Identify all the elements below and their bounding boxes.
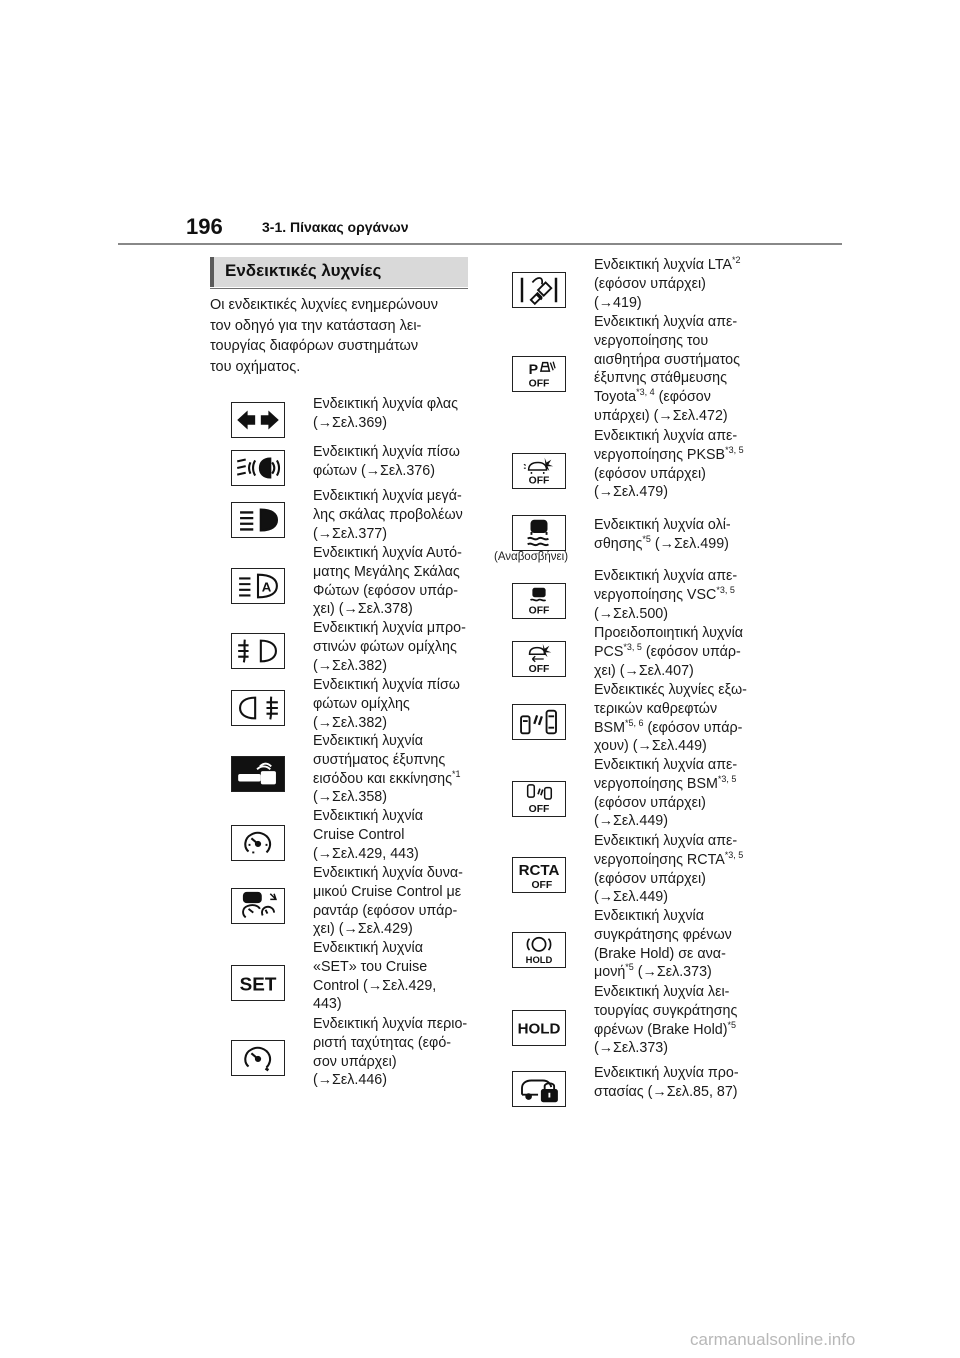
watermark: carmanualsonline.info [690,1330,856,1349]
desc-line: έξυπνης στάθμευσης [594,370,728,387]
rcta-text: RCTA [518,862,560,879]
brake-hold-operated-text: HOLD [517,1020,561,1038]
automatic-high-beam-icon [231,568,285,604]
desc-lta [594,256,741,312]
radar-cruise-control-icon [231,888,285,924]
desc-line: τερικών καθρεφτών [594,700,718,717]
desc-line: Ενδεικτική λυχνία δυνα- [313,865,463,881]
pcs-warning-icon [512,641,566,677]
desc-line-text: νεργοποίησης VSC [594,586,717,603]
desc-turn-signal [313,395,458,433]
desc-line [313,770,461,789]
header-divider [118,243,842,245]
desc-line: «SET» του Cruise [313,958,428,975]
desc-line-text: PCS [594,643,624,660]
desc-line [594,535,731,554]
bsm-off-icon [512,781,566,817]
desc-line: αισθητήρα συστήματος [594,351,740,368]
desc-line-text: νεργοποίησης PKSB [594,446,726,463]
desc-line: Ενδεικτική λυχνία φλας [313,396,459,412]
desc-line: φώτων (→Σελ.376) [313,462,435,479]
desc-line: Ενδεικτική λυχνία απε- [594,428,738,444]
desc-line: Ενδεικτική λυχνία περιο- [313,1016,468,1032]
desc-line-text: μονή [594,964,626,981]
desc-line: Ενδεικτική λυχνία πίσω [313,677,460,693]
rcta-off-icon [512,857,566,893]
desc-security [594,1064,739,1102]
desc-line [594,256,741,275]
desc-line: χει) (→Σελ.429) [313,921,413,938]
desc-line: Control (→Σελ.429, [313,977,437,994]
desc-line-text: νεργοποίησης BSM [594,775,718,792]
desc-line: (→Σελ.369) [313,414,388,431]
desc-smart-entry [313,732,461,807]
brake-hold-standby-text: HOLD [525,955,553,967]
parking-sensor-off-icon [512,356,566,392]
desc-speed-limiter [313,1015,467,1090]
desc-line [594,446,744,465]
desc-line: ραντάρ (εφόσον υπάρ- [313,902,458,919]
desc-tail-lights [313,443,460,481]
desc-line: Ενδεικτική λυχνία απε- [594,568,738,584]
desc-line [594,388,740,407]
desc-line: τουργίας συγκράτησης [594,1002,738,1019]
footnote-marker: *3, 5 [717,773,737,784]
desc-line-text: Ενδεικτική λυχνία LTA [594,257,733,273]
desc-line [594,643,743,662]
desc-line: (→Σελ.449) [594,813,669,830]
desc-cruise-control [313,807,423,863]
intro-line: του οχήματος. [210,358,301,375]
desc-line: (→Σελ.479) [594,484,669,501]
desc-line: (→419) [594,294,642,311]
desc-line [594,719,747,738]
desc-radar-cruise [313,864,463,939]
footnote-marker: *3, 5 [623,641,642,652]
vsc-off-icon [512,583,566,619]
desc-line: ματης Μεγάλης Σκάλας [313,563,460,580]
desc-pksb-off [594,427,744,502]
desc-line: μικού Cruise Control με [313,883,462,900]
footnote-marker: *3, 5 [716,584,735,595]
footnote-marker: *3, 5 [724,849,744,860]
desc-line: Ενδεικτική λυχνία [313,733,423,749]
desc-line-text: σθησης [594,535,643,552]
page-number: 196 [186,214,223,239]
desc-slip-indicator [594,516,731,554]
desc-line: Ενδεικτική λυχνία μπρο- [313,620,466,636]
rcta-off-text: OFF [531,880,553,892]
footnote-marker: *3, 4 [636,387,655,398]
rear-fog-light-icon [231,690,285,726]
desc-line: Προειδοποιητική λυχνία [594,625,744,641]
desc-line [594,586,737,605]
desc-line [594,775,737,794]
footnote-marker: *1 [452,768,461,779]
desc-line: σον υπάρχει) [313,1053,397,1070]
desc-line-tail: (→Σελ.373) [637,964,712,981]
bsm-off-text: OFF [528,804,550,816]
desc-line-tail: (εφόσον [654,389,711,406]
desc-line: Ενδεικτική λυχνία [313,808,423,824]
brake-hold-standby-icon [512,932,566,968]
turn-signal-arrows-icon [231,402,285,438]
parking-sensor-off-text: OFF [528,378,550,390]
desc-line: Ενδεικτική λυχνία προ- [594,1065,739,1081]
footnote-marker: *5, 6 [624,717,644,728]
svg-text:P: P [528,362,539,378]
desc-line: φώτων ομίχλης [313,695,410,712]
blinking-caption: (Αναβοσβήνει) [494,551,569,563]
desc-brake-hold-standby [594,907,732,982]
desc-line: λης σκάλας προβολέων [313,506,463,523]
desc-line: Ενδεικτική λυχνία απε- [594,833,738,849]
desc-front-fog [313,619,466,675]
heading-underline [210,288,468,289]
desc-line-text: Toyota [594,389,637,406]
intro-line: Οι ενδεικτικές λυχνίες ενημερώνουν [210,297,438,313]
desc-automatic-high-beam [313,544,462,619]
desc-rear-fog [313,676,460,732]
desc-line: στασίας (→Σελ.85, 87) [594,1083,738,1100]
desc-line: ριστή ταχύτητας (εφό- [313,1034,452,1051]
desc-brake-hold-operated [594,983,737,1058]
smart-key-icon [231,756,285,792]
section-title: 3-1. Πίνακας οργάνων [262,219,409,235]
cruise-control-icon [231,825,285,861]
desc-line: Ενδεικτική λυχνία απε- [594,314,738,330]
high-beam-headlight-icon [231,502,285,538]
desc-line [594,963,732,982]
set-indicator-text: SET [239,974,277,996]
desc-line: Ενδεικτικές λυχνίες εξω- [594,682,747,698]
slip-indicator-icon [512,515,566,551]
intro-line: τον οδηγό για την κατάσταση λει- [210,317,422,334]
desc-line: Ενδεικτική λυχνία λει- [594,984,730,1000]
desc-line-text: φρένων (Brake Hold) [594,1021,728,1038]
desc-line-text: νεργοποίησης RCTA [594,851,725,868]
desc-line: (→Σελ.373) [594,1040,669,1057]
desc-line: (→Σελ.382) [313,657,388,674]
desc-line: Ενδεικτική λυχνία [594,908,704,924]
desc-line: Cruise Control [313,826,405,843]
desc-line: (εφόσον υπάρχει) [594,794,706,811]
desc-line: υπάρχει) (→Σελ.472) [594,407,728,424]
security-indicator-icon [512,1071,566,1107]
footnote-marker: *5 [727,1019,736,1030]
section-heading [210,257,468,287]
desc-parking-sensor-off [594,313,740,426]
desc-line: (Brake Hold) σε ανα- [594,945,726,962]
desc-line: Ενδεικτική λυχνία απε- [594,757,738,773]
low-beam-headlight-icon [231,450,285,486]
brake-hold-operated-icon [512,1010,566,1046]
set-indicator-icon [231,965,285,1001]
desc-set-indicator [313,939,436,1014]
desc-line-text: BSM [594,719,625,736]
desc-line: χουν) (→Σελ.449) [594,738,707,755]
pcs-warning-text: OFF [528,664,550,676]
front-fog-light-icon [231,633,285,669]
desc-line: (→Σελ.500) [594,605,669,622]
svg-text:A: A [261,579,272,595]
desc-line: Ενδεικτική λυχνία μεγά- [313,488,462,504]
footnote-marker: *5 [642,533,651,544]
footnote-marker: *2 [732,255,741,265]
desc-line: (→Σελ.382) [313,714,388,731]
desc-rcta-off [594,832,743,907]
intro-line: τουργίας διαφόρων συστημάτων [210,338,419,354]
footnote-marker: *3, 5 [725,444,744,455]
desc-bsm-off [594,756,737,831]
desc-line: 443) [313,996,342,1013]
desc-line-tail: (εφόσον υπάρ- [641,643,741,660]
desc-line: (εφόσον υπάρχει) [594,870,706,887]
desc-line [594,851,743,870]
desc-high-beam [313,487,463,543]
desc-vsc-off [594,567,737,623]
desc-line: συστήματος έξυπνης [313,751,446,768]
desc-line: Φώτων (εφόσον υπάρ- [313,582,458,599]
desc-line: Ενδεικτική λυχνία Αυτό- [313,545,462,561]
lane-tracing-assist-icon [512,272,566,308]
desc-line: (→Σελ.429, 443) [313,845,419,862]
desc-line: (εφόσον υπάρχει) [594,465,706,482]
desc-pcs-warning [594,624,743,680]
speed-limiter-icon [231,1040,285,1076]
desc-line: Ενδεικτική λυχνία πίσω [313,444,460,460]
pksb-off-text: OFF [528,475,550,487]
desc-line: χει) (→Σελ.378) [313,601,413,618]
desc-line: (→Σελ.377) [313,525,388,542]
desc-line: στινών φώτων ομίχλης [313,638,457,655]
desc-line: (→Σελ.449) [594,889,669,906]
desc-line: Ενδεικτική λυχνία [313,940,423,956]
desc-line [594,1021,737,1040]
desc-line-tail: (→Σελ.499) [654,535,729,552]
section-heading-text: Ενδεικτικές λυχνίες [225,261,382,280]
footnote-marker: *5 [625,962,634,973]
desc-line: (→Σελ.358) [313,789,388,806]
intro-paragraph [210,295,472,377]
desc-line: (εφόσον υπάρχει) [594,275,706,292]
desc-line: συγκράτησης φρένων [594,926,732,943]
desc-bsm-mirror [594,681,747,756]
pksb-off-icon [512,453,566,489]
desc-line: Ενδεικτική λυχνία ολί- [594,517,731,533]
desc-line: χει) (→Σελ.407) [594,662,694,679]
desc-line-tail: (εφόσον υπάρ- [643,719,743,736]
vsc-off-text: OFF [528,605,550,617]
desc-line-text: εισόδου και εκκίνησης [313,770,453,787]
desc-line: (→Σελ.446) [313,1072,388,1089]
bsm-outside-mirror-icon [512,704,566,740]
desc-line: νεργοποίησης του [594,332,709,349]
